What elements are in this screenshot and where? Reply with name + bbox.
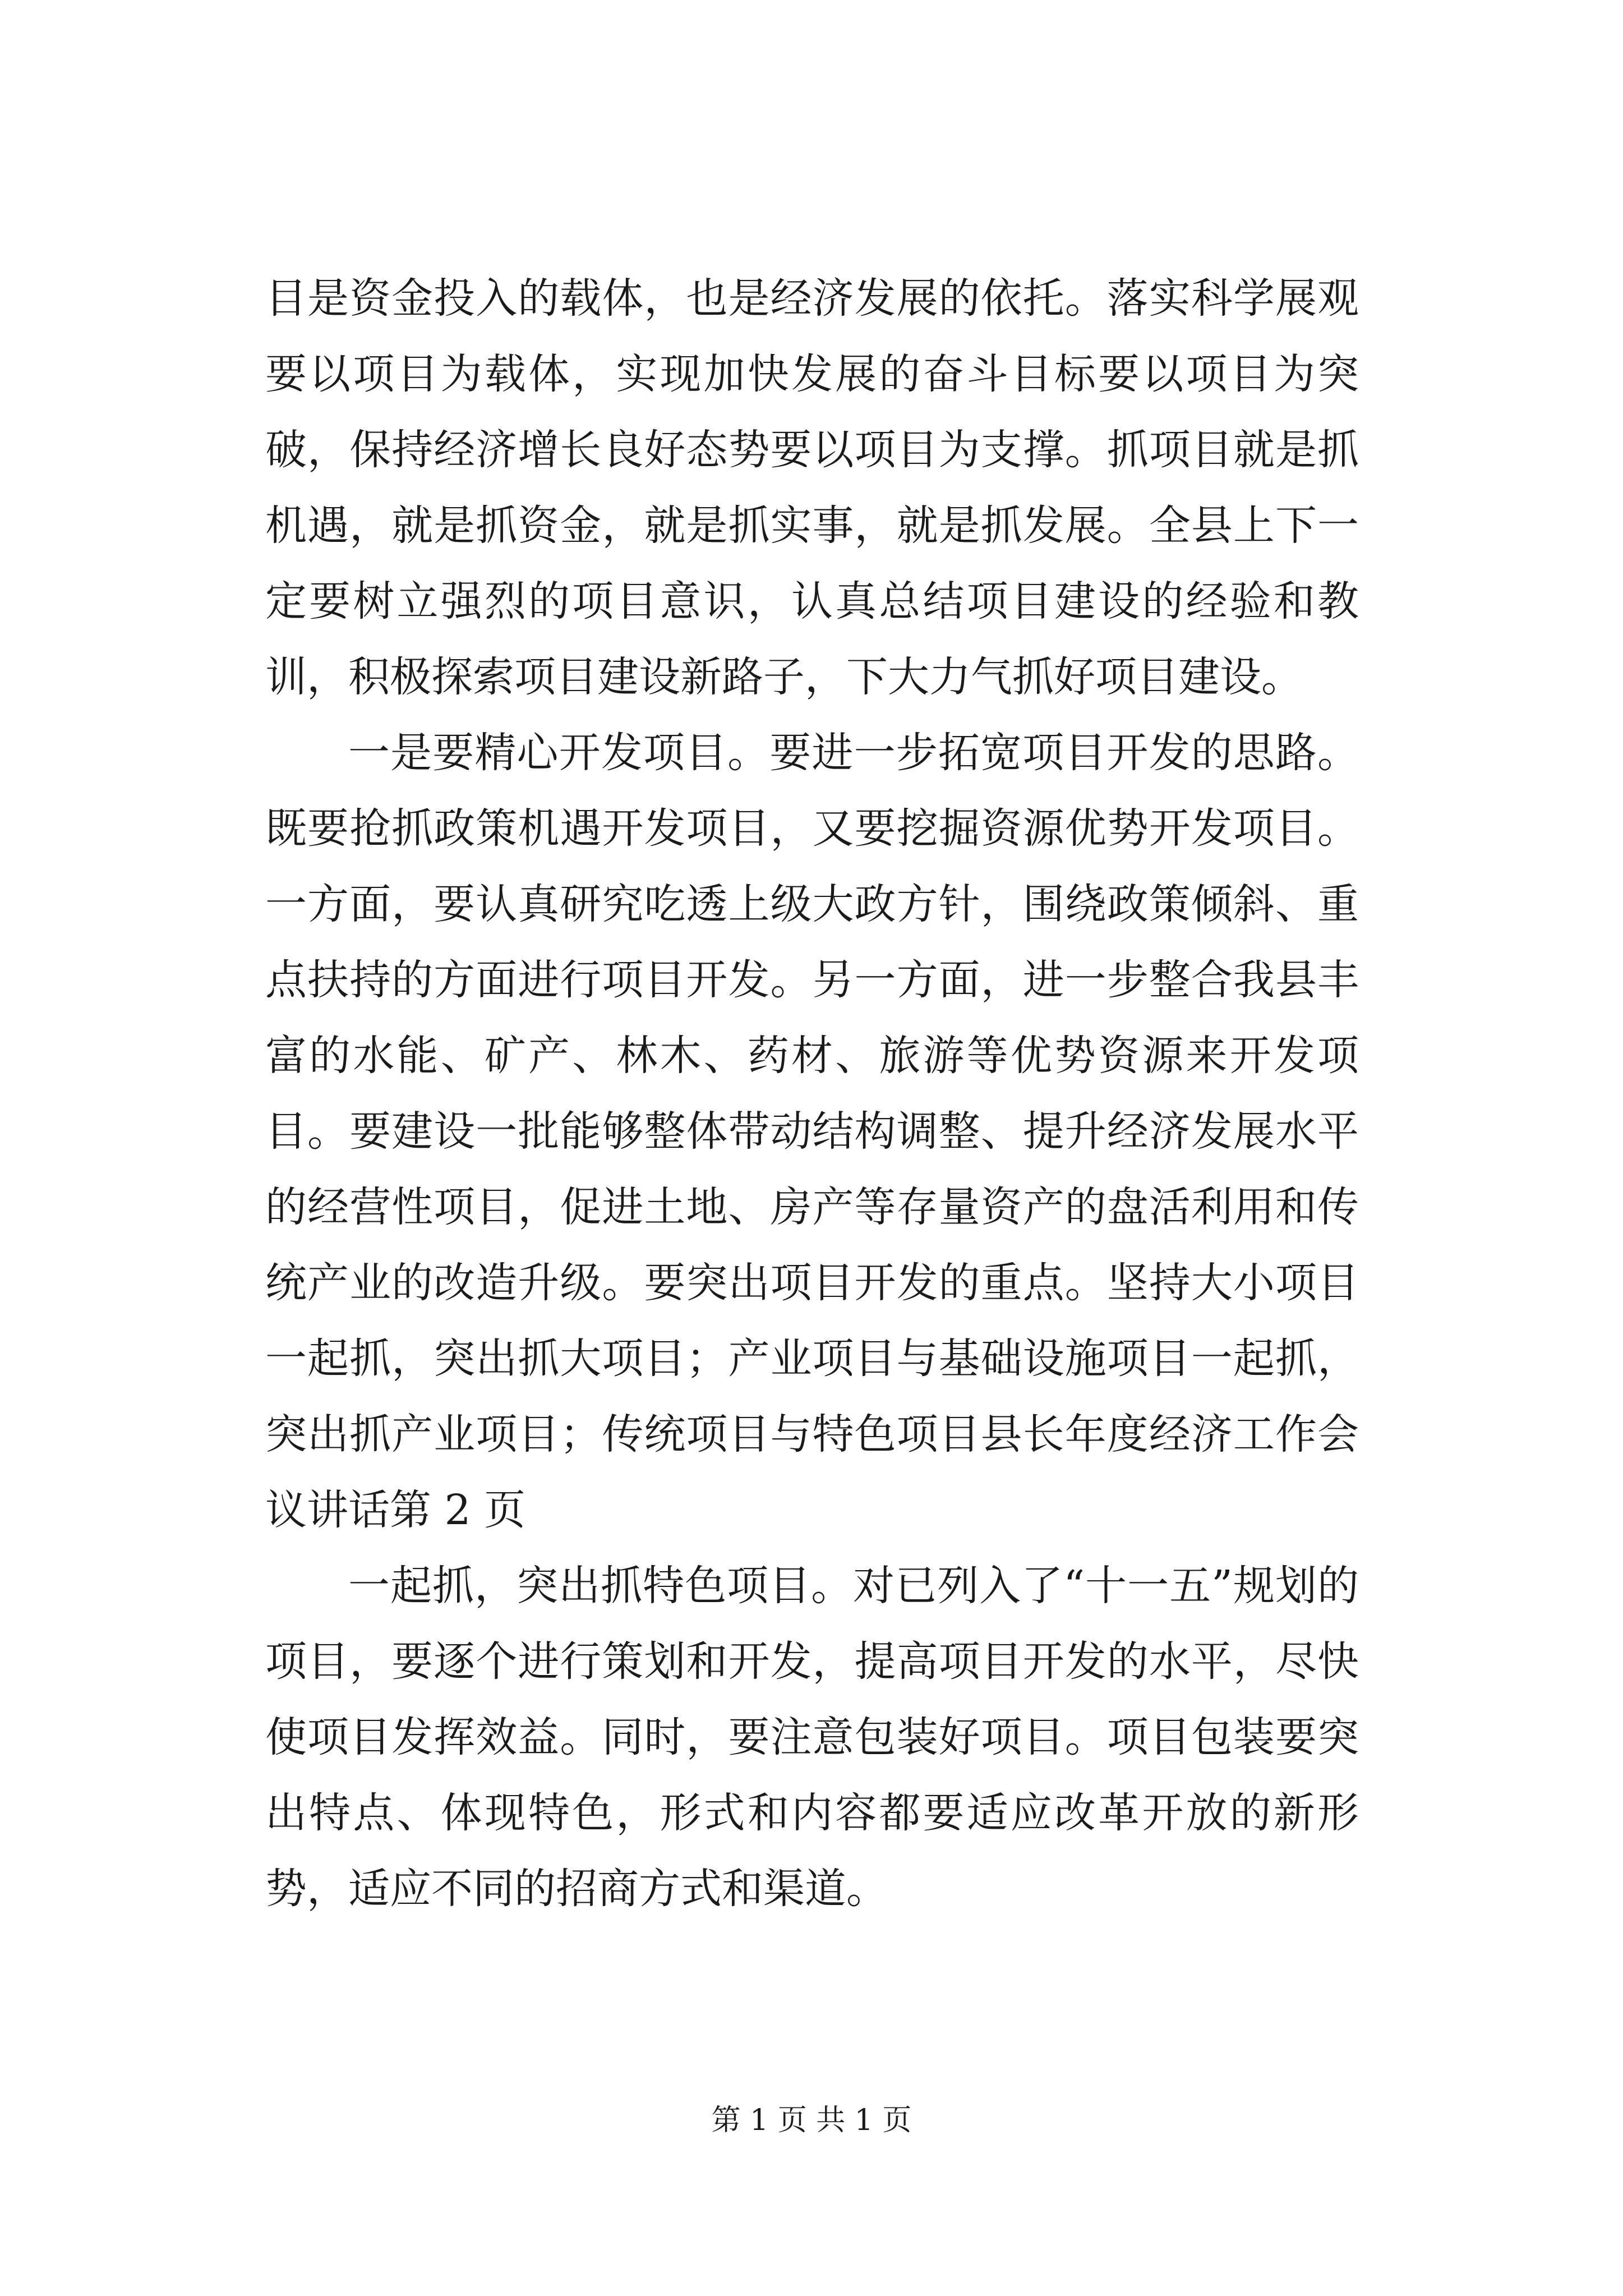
document-body — [265, 261, 1359, 1927]
paragraph-1: 目是资金投入的载体，也是经济发展的依托。落实科学展观要以项目为载体，实现加快发展的奋斗目标要以项目为突破，保持经济增长良好态势要以项目为支撑。抓项目就是抓机遇，就是抓资金，就是抓实事，就是抓发展。全县上下一定要树立强烈的项目意识，认真总结项目建设的经验和教训，积极探索项目建设新路子，下大力气抓好项目建设。 — [265, 274, 1359, 701]
paragraph-3: 一起抓，突出抓特色项目。对已列入了“十一五”规划的项目，要逐个进行策划和开发，提高项目开发的水平，尽快使项目发挥效益。同时，要注意包装好项目。项目包装要突出特点、体现特色，形式和内容都要适应改革开放的新形势，适应不同的招商方式和渠道。 — [265, 1562, 1359, 1913]
page-footer: 第 1 页 共 1 页 — [711, 2104, 912, 2137]
paragraph-2: 一是要精心开发项目。要进一步拓宽项目开发的思路。既要抢抓政策机遇开发项目，又要挖掘资源优势开发项目。一方面，要认真研究吃透上级大政方针，围绕政策倾斜、重点扶持的方面进行项目开发。另一方面，进一步整合我县丰富的水能、矿产、林木、药材、旅游等优势资源来开发项目。要建设一批能够整体带动结构调整、提升经济发展水平的经营性项目，促进土地、房产等存量资产的盘活利用和传统产业的改造升级。要突出项目开发的重点。坚持大小项目一起抓，突出抓大项目；产业项目与基础设施项目一起抓，突出抓产业项目；传统项目与特色项目县长年度经济工作会议讲话第 2 页 — [265, 729, 1359, 1534]
